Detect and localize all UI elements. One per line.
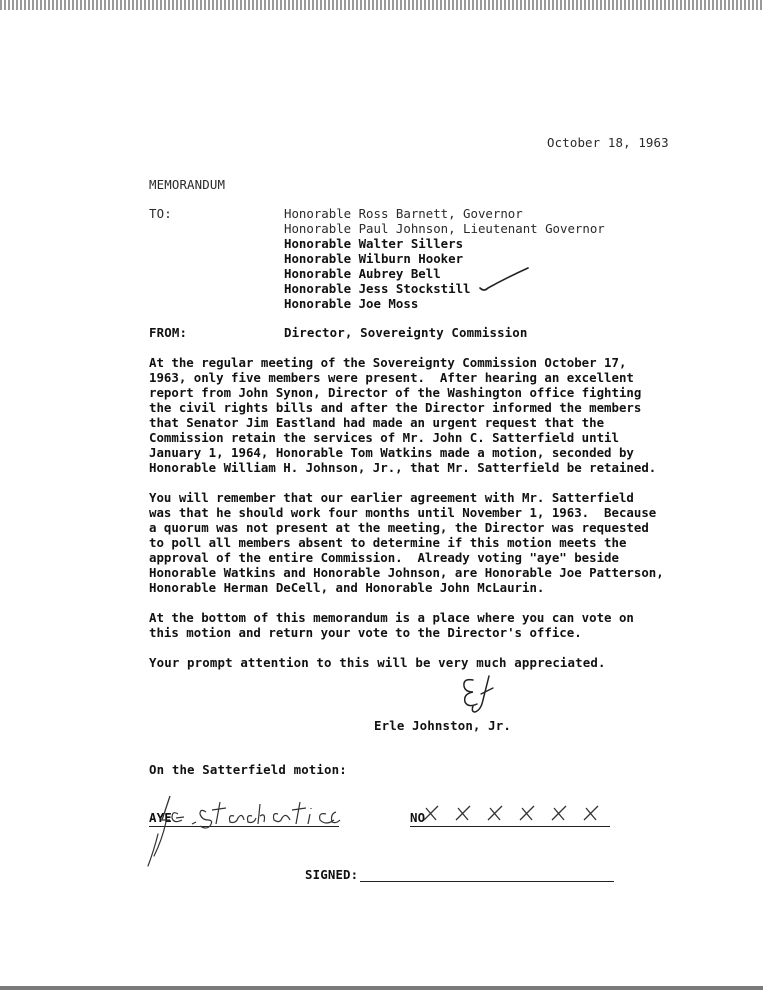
to-label: TO: <box>149 206 172 221</box>
paragraph-line: that Senator Jim Eastland had made an urgent request that the <box>149 415 605 430</box>
paragraph-line: Commission retain the services of Mr. John C. Satterfield until <box>149 430 619 445</box>
recipient-line: Honorable Wilburn Hooker <box>284 251 464 266</box>
signer-name: Erle Johnston, Jr. <box>374 718 511 733</box>
recipient-line: Honorable Joe Moss <box>284 296 419 311</box>
paragraph-line: Honorable Watkins and Honorable Johnson, are Honorable Joe Patterson, <box>149 565 664 580</box>
checkmark-annotation <box>478 266 530 294</box>
closing-line: Your prompt attention to this will be very much appreciated. <box>149 655 606 670</box>
paragraph-line: At the bottom of this memorandum is a place where you can vote on <box>149 610 634 625</box>
paragraph-line: was that he should work four months until November 1, 1963. Because <box>149 505 657 520</box>
paragraph-line: January 1, 1964, Honorable Tom Watkins made a motion, seconded by <box>149 445 634 460</box>
paragraph-line: a quorum was not present at the meeting, the Director was requested <box>149 520 649 535</box>
signed-label: SIGNED: <box>305 867 359 882</box>
no-signature-line <box>410 826 610 827</box>
recipient-line: Honorable Jess Stockstill <box>284 281 471 296</box>
recipient-list <box>284 206 605 311</box>
aye-label: AYE <box>149 810 172 825</box>
paragraph-line: approval of the entire Commission. Already voting "aye" beside <box>149 550 619 565</box>
no-crossed-out-marks <box>420 800 610 826</box>
body-paragraph-3 <box>149 610 634 640</box>
scan-top-edge <box>0 0 763 10</box>
handwritten-initials <box>455 670 503 718</box>
paragraph-line: the civil rights bills and after the Director informed the members <box>149 400 642 415</box>
body-paragraph-2 <box>149 490 664 595</box>
no-label: NO <box>410 810 426 825</box>
paragraph-line: Honorable Herman DeCell, and Honorable John McLaurin. <box>149 580 545 595</box>
from-value: Director, Sovereignty Commission <box>284 325 528 340</box>
paragraph-line: report from John Synon, Director of the Washington office fighting <box>149 385 642 400</box>
scan-bottom-edge <box>0 986 763 990</box>
recipient-line: Honorable Ross Barnett, Governor <box>284 206 523 221</box>
recipient-line: Honorable Aubrey Bell <box>284 266 441 281</box>
paragraph-line: 1963, only five members were present. After hearing an excellent <box>149 370 634 385</box>
paragraph-line: to poll all members absent to determine if this motion meets the <box>149 535 627 550</box>
from-label: FROM: <box>149 325 188 340</box>
vote-prompt: On the Satterfield motion: <box>149 762 347 777</box>
paragraph-line: this motion and return your vote to the Director's office. <box>149 625 582 640</box>
recipient-line: Honorable Walter Sillers <box>284 236 464 251</box>
paragraph-line: At the regular meeting of the Sovereignty Commission October 17, <box>149 355 627 370</box>
paragraph-line: You will remember that our earlier agreement with Mr. Satterfield <box>149 490 634 505</box>
signed-line[interactable] <box>360 881 614 882</box>
paragraph-line: Honorable William H. Johnson, Jr., that Mr. Satterfield be retained. <box>149 460 657 475</box>
body-paragraph-1 <box>149 355 656 475</box>
memo-doc-type: MEMORANDUM <box>149 177 226 192</box>
recipient-line: Honorable Paul Johnson, Lieutenant Governor <box>284 221 605 236</box>
memo-date: October 18, 1963 <box>547 135 669 150</box>
